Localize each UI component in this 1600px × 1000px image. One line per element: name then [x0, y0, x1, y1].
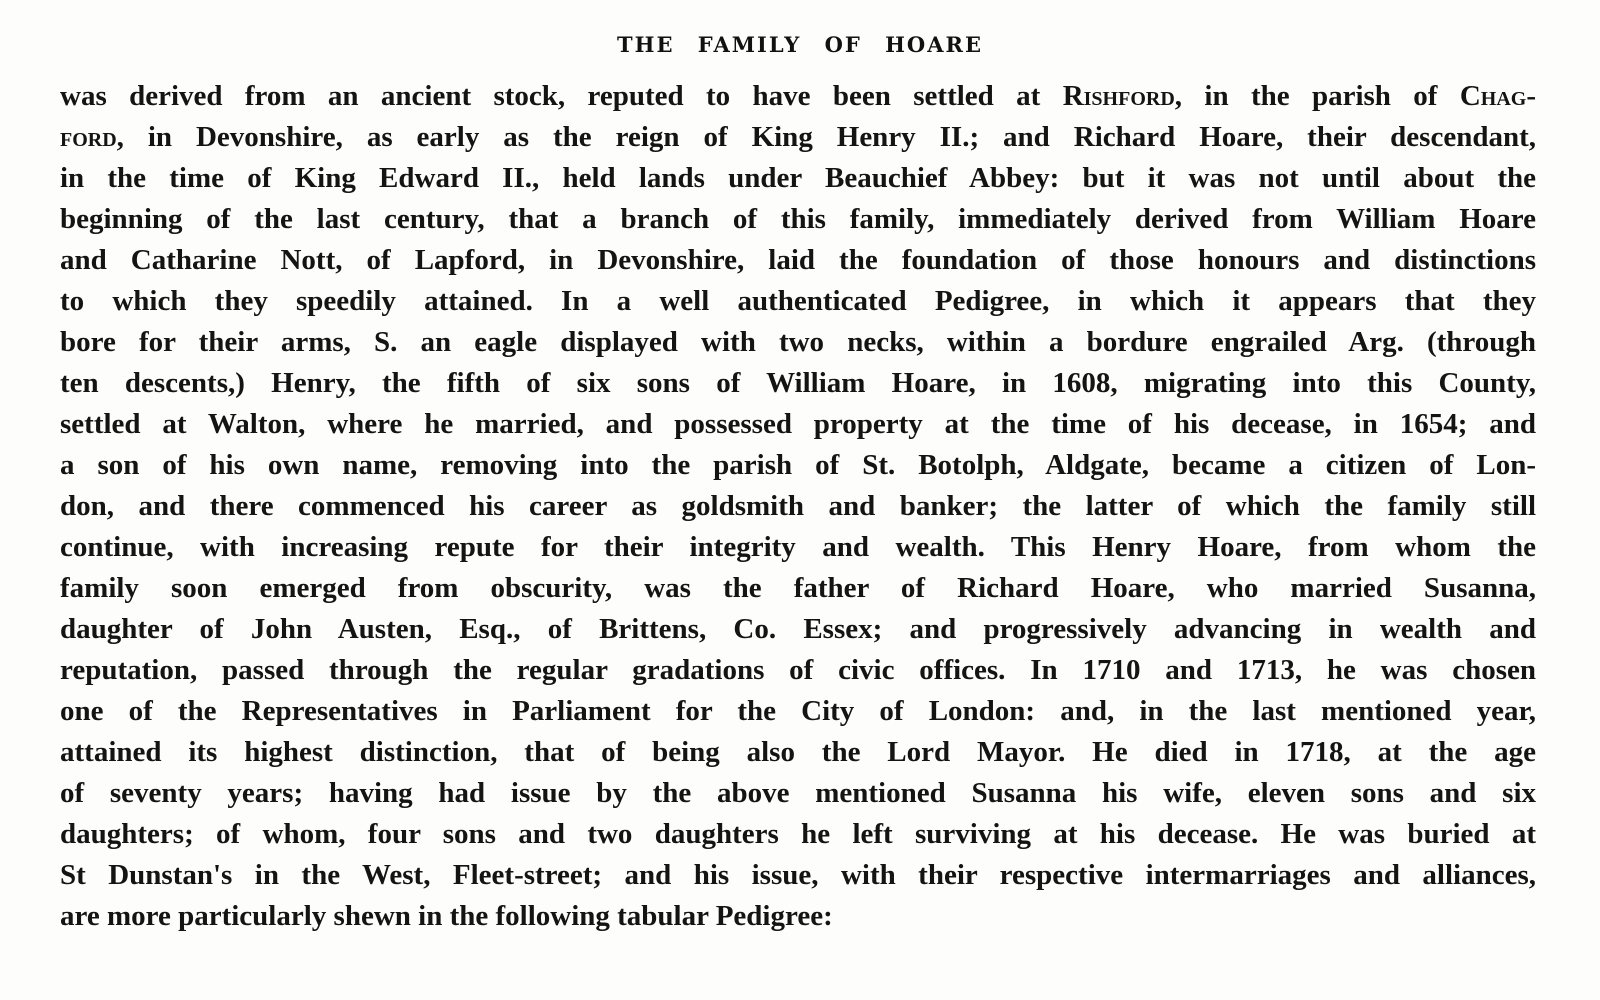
- place-name-chagford-part1: Chag-: [1459, 80, 1536, 112]
- text-segment: , in the parish of: [1174, 80, 1460, 112]
- text-line-1: [60, 76, 1536, 117]
- text-line-7: bore for their arms, S. an eagle displayed with two necks, within a bordure engrailed Arg. (through: [60, 326, 1536, 358]
- text-line-20: St Dunstan's in the West, Fleet-street; and his issue, with their respective intermarriages and alliances,: [60, 859, 1536, 891]
- text-line-5: and Catharine Nott, of Lapford, in Devonshire, laid the foundation of those honours and distinctions: [60, 244, 1536, 276]
- text-line-9: settled at Walton, where he married, and possessed property at the time of his decease, in 1654; and: [60, 408, 1536, 440]
- text-line-19: daughters; of whom, four sons and two daughters he left surviving at his decease. He was buried at: [60, 818, 1536, 850]
- text-line-12: continue, with increasing repute for their integrity and wealth. This Henry Hoare, from whom the: [60, 531, 1536, 563]
- text-line-3: in the time of King Edward II., held lands under Beauchief Abbey: but it was not until about the: [60, 162, 1536, 194]
- text-line-11: don, and there commenced his career as goldsmith and banker; the latter of which the family still: [60, 490, 1536, 522]
- running-title: THE FAMILY OF HOARE: [617, 32, 983, 57]
- text-line-8: ten descents,) Henry, the fifth of six sons of William Hoare, in 1608, migrating into this County,: [60, 367, 1536, 399]
- text-segment: , in Devonshire, as early as the reign of King Henry II.; and Richard Hoare, their descendant,: [116, 121, 1536, 153]
- text-line-14: daughter of John Austen, Esq., of Brittens, Co. Essex; and progressively advancing in wealth and: [60, 613, 1536, 645]
- text-line-16: one of the Representatives in Parliament for the City of London: and, in the last mentioned year,: [60, 695, 1536, 727]
- body-paragraph: [60, 76, 1536, 937]
- text-line-6: to which they speedily attained. In a well authenticated Pedigree, in which it appears that they: [60, 285, 1536, 317]
- text-line-13: family soon emerged from obscurity, was the father of Richard Hoare, who married Susanna,: [60, 572, 1536, 604]
- text-line-18: of seventy years; having had issue by the above mentioned Susanna his wife, eleven sons and six: [60, 777, 1536, 809]
- text-line-21: are more particularly shewn in the following tabular Pedigree:: [60, 900, 833, 932]
- text-line-4: beginning of the last century, that a branch of this family, immediately derived from William Hoare: [60, 203, 1536, 235]
- text-line-17: attained its highest distinction, that of being also the Lord Mayor. He died in 1718, at the age: [60, 736, 1536, 768]
- text-line-2: [60, 117, 1536, 158]
- text-line-15: reputation, passed through the regular gradations of civic offices. In 1710 and 1713, he was chosen: [60, 654, 1536, 686]
- place-name-chagford-part2: ford: [60, 121, 117, 153]
- text-line-10: a son of his own name, removing into the parish of St. Botolph, Aldgate, became a citizen of Lon-: [60, 449, 1536, 481]
- place-name-rishford: Rishford: [1062, 80, 1175, 112]
- text-segment: was derived from an ancient stock, reputed to have been settled at: [60, 80, 1063, 112]
